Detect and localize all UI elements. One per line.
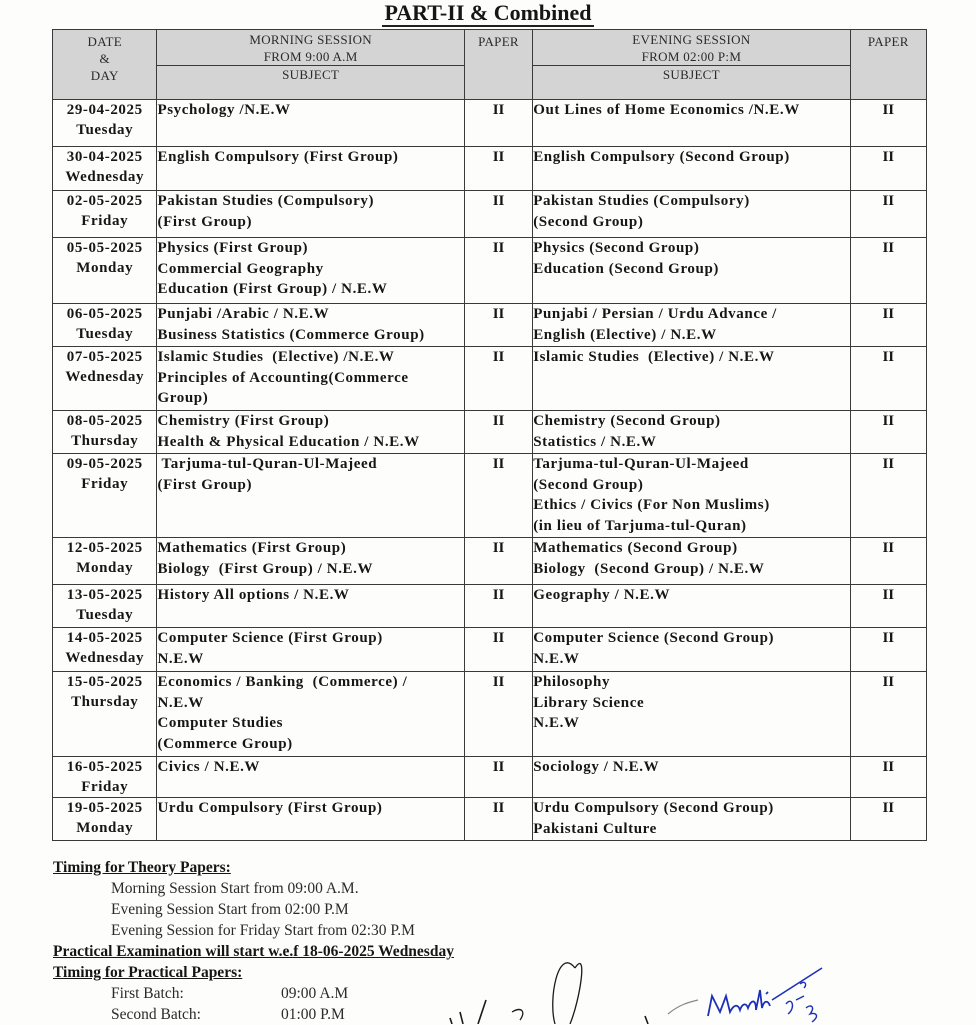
header-day: DAY [90,68,119,83]
subject-line: Civics / N.E.W [157,759,261,775]
subject-line: Biology (Second Group) / N.E.W [533,560,765,577]
schedule-row [53,538,927,585]
date-day-cell [53,304,157,347]
paper-header-evening [850,30,926,100]
morning-subject-cell [157,411,464,454]
morning-subject-cell [157,538,464,585]
paper-number: II [882,240,895,256]
paper-header-morning [464,30,532,100]
schedule-body [53,100,927,841]
subject-line: Geography / N.E.W [533,587,671,603]
evening-subject-cell [533,798,850,841]
morning-paper-cell [464,238,532,304]
subject-line: Pakistan Studies (Compulsory) [533,193,750,209]
subject-line: Education (Second Group) [533,260,720,277]
schedule-row [53,798,927,841]
evening-paper-cell [850,411,926,454]
title-text: PART-II & Combined [384,0,592,25]
exam-day: Thursday [71,694,139,710]
exam-date: 16-05-2025 [66,759,143,775]
batch-label: First Batch: [111,985,184,1002]
exam-day: Wednesday [65,650,145,666]
subject-line: N.E.W [533,715,580,731]
date-day-cell [53,672,157,757]
exam-day: Wednesday [65,369,145,385]
subject-line: Education (First Group) / N.E.W [157,281,388,297]
paper-number: II [492,456,505,472]
evening-subject-cell [533,454,850,538]
schedule-row [53,757,927,798]
paper-number: II [882,306,895,322]
exam-day: Tuesday [76,122,134,138]
evening-paper-cell [850,757,926,798]
evening-paper-cell [850,585,926,628]
evening-subject-cell [533,585,850,628]
subject-line: Sociology / N.E.W [533,759,660,775]
schedule-row [53,191,927,238]
exam-date: 06-05-2025 [66,306,143,322]
exam-date: 13-05-2025 [66,587,143,603]
page-title [0,0,976,26]
morning-subject-cell [157,304,464,347]
batch-time: 09:00 A.M [281,985,349,1002]
subject-line: Business Statistics (Commerce Group) [157,326,425,343]
evening-subject-cell [533,147,850,191]
subject-line: Urdu Compulsory (Second Group) [533,800,774,816]
morning-paper-cell [464,538,532,585]
evening-paper-cell [850,304,926,347]
exam-date: 15-05-2025 [66,674,143,690]
exam-schedule-table [52,29,927,841]
theory-timing-line: Morning Session Start from 09:00 A.M. [111,880,359,897]
paper-number: II [882,413,895,429]
date-day-cell [53,628,157,672]
exam-date: 29-04-2025 [66,102,143,118]
paper-number: II [882,759,895,775]
evening-subject-cell [533,672,850,757]
theory-timing-line: Evening Session Start from 02:00 P.M [111,901,349,918]
paper-number: II [492,759,505,775]
subject-line: (Commerce Group) [157,735,293,752]
schedule-row [53,628,927,672]
subject-line: N.E.W [157,694,204,711]
subject-line: Physics (First Group) [157,240,309,256]
morning-paper-cell [464,191,532,238]
subject-line: N.E.W [157,650,204,667]
subject-line: Islamic Studies (Elective) / N.E.W [533,349,775,365]
date-day-cell [53,585,157,628]
paper-number: II [492,149,505,165]
subject-line: N.E.W [533,650,580,667]
morning-subject-cell [157,238,464,304]
paper-number: II [492,630,505,646]
subject-line: Computer Studies [157,715,284,731]
morning-paper-cell [464,411,532,454]
exam-day: Friday [81,476,129,492]
paper-number: II [882,102,895,118]
subject-line: Psychology /N.E.W [157,102,291,118]
date-day-cell [53,538,157,585]
paper-number: II [492,674,505,690]
evening-subject-cell [533,757,850,798]
date-day-cell [53,757,157,798]
exam-date: 08-05-2025 [66,413,143,429]
subject-line: Biology (First Group) / N.E.W [157,560,374,577]
subject-line: Economics / Banking (Commerce) / [157,674,408,690]
exam-day: Monday [76,560,134,576]
paper-number: II [492,240,505,256]
morning-subject-cell [157,628,464,672]
morning-paper-cell [464,147,532,191]
paper-number: II [492,800,505,816]
evening-session-time: FROM 02:00 P:M [641,49,742,64]
paper-label: PAPER [867,34,909,49]
date-day-cell [53,411,157,454]
schedule-row [53,147,927,191]
exam-day: Tuesday [76,607,134,623]
date-day-cell [53,147,157,191]
subject-line: English Compulsory (First Group) [157,149,399,165]
theory-timing-heading: Timing for Theory Papers: [53,859,231,876]
evening-paper-cell [850,100,926,147]
morning-paper-cell [464,304,532,347]
evening-subject-cell [533,191,850,238]
evening-session-label: EVENING SESSION [632,32,751,47]
paper-number: II [882,349,895,365]
morning-paper-cell [464,757,532,798]
morning-paper-cell [464,585,532,628]
evening-paper-cell [850,347,926,411]
subject-line: (Second Group) [533,213,644,230]
subject-label: SUBJECT [662,67,720,82]
subject-line: Health & Physical Education / N.E.W [157,433,420,450]
subject-line: Commercial Geography [157,260,324,277]
paper-number: II [492,193,505,209]
batch-label: Second Batch: [111,1006,201,1023]
evening-paper-cell [850,672,926,757]
exam-date: 30-04-2025 [66,149,143,165]
subject-line: Principles of Accounting(Commerce [157,369,409,386]
subject-line: Pakistani Culture [533,820,657,837]
subject-line: (First Group) [157,476,253,493]
schedule-row [53,238,927,304]
date-day-cell [53,798,157,841]
evening-paper-cell [850,191,926,238]
morning-subject-cell [157,191,464,238]
evening-subject-header [533,66,850,100]
schedule-row [53,585,927,628]
evening-subject-cell [533,411,850,454]
exam-day: Monday [76,260,134,276]
evening-paper-cell [850,538,926,585]
morning-paper-cell [464,798,532,841]
exam-day: Wednesday [65,169,145,185]
schedule-row [53,672,927,757]
date-day-cell [53,238,157,304]
header-date: DATE [87,34,122,49]
subject-line: Punjabi /Arabic / N.E.W [157,306,330,322]
date-day-cell [53,454,157,538]
paper-number: II [882,587,895,603]
paper-number: II [492,540,505,556]
paper-number: II [882,149,895,165]
evening-paper-cell [850,798,926,841]
subject-label: SUBJECT [282,67,340,82]
exam-day: Friday [81,213,129,229]
morning-subject-cell [157,798,464,841]
schedule-row [53,454,927,538]
evening-session-header [533,30,850,66]
evening-subject-cell [533,347,850,411]
paper-number: II [492,587,505,603]
subject-line: Islamic Studies (Elective) /N.E.W [157,349,395,365]
subject-line: Library Science [533,694,645,711]
subject-line: (in lieu of Tarjuma-tul-Quran) [533,517,747,534]
morning-subject-header [157,66,464,100]
subject-line: English (Elective) / N.E.W [533,326,717,343]
evening-subject-cell [533,238,850,304]
paper-number: II [492,102,505,118]
paper-number: II [492,349,505,365]
morning-subject-cell [157,757,464,798]
morning-session-header [157,30,464,66]
subject-line: Statistics / N.E.W [533,433,657,450]
subject-line: Mathematics (First Group) [157,540,347,556]
subject-line: Out Lines of Home Economics /N.E.W [533,102,800,118]
morning-subject-cell [157,454,464,538]
morning-subject-cell [157,147,464,191]
exam-day: Monday [76,820,134,836]
exam-day: Friday [81,779,129,795]
morning-subject-cell [157,100,464,147]
subject-line: Ethics / Civics (For Non Muslims) [533,497,770,513]
subject-line: Chemistry (Second Group) [533,413,721,429]
subject-line: Computer Science (First Group) [157,630,383,646]
paper-number: II [882,456,895,472]
morning-paper-cell [464,454,532,538]
subject-line: History All options / N.E.W [157,587,350,603]
exam-date: 02-05-2025 [66,193,143,209]
timing-notes [53,857,613,1025]
morning-subject-cell [157,585,464,628]
date-day-header [53,30,157,100]
morning-subject-cell [157,672,464,757]
subject-line: Pakistan Studies (Compulsory) [157,193,375,209]
practical-start-notice: Practical Examination will start w.e.f 18-06-2025 Wednesday [53,943,454,960]
subject-line: Chemistry (First Group) [157,413,330,429]
paper-number: II [882,540,895,556]
evening-paper-cell [850,147,926,191]
batch-row [53,1004,613,1025]
exam-day: Thursday [71,433,139,449]
batch-row [53,983,613,1004]
schedule-row [53,411,927,454]
exam-date: 07-05-2025 [66,349,143,365]
practical-timing-heading: Timing for Practical Papers: [53,964,243,981]
exam-date: 12-05-2025 [66,540,143,556]
subject-line: English Compulsory (Second Group) [533,149,790,165]
morning-paper-cell [464,100,532,147]
morning-paper-cell [464,628,532,672]
evening-subject-cell [533,538,850,585]
evening-paper-cell [850,628,926,672]
exam-date: 09-05-2025 [66,456,143,472]
subject-line: Physics (Second Group) [533,240,700,256]
date-day-cell [53,100,157,147]
exam-date: 19-05-2025 [66,800,143,816]
paper-number: II [882,193,895,209]
schedule-row [53,304,927,347]
paper-number: II [882,674,895,690]
morning-subject-cell [157,347,464,411]
exam-date: 05-05-2025 [66,240,143,256]
paper-number: II [492,306,505,322]
subject-line: Tarjuma-tul-Quran-Ul-Majeed [157,456,378,472]
paper-number: II [492,413,505,429]
subject-line: Urdu Compulsory (First Group) [157,800,383,816]
exam-day: Tuesday [76,326,134,342]
paper-label: PAPER [478,34,519,49]
subject-line: Computer Science (Second Group) [533,630,775,646]
subject-line: (Second Group) [533,476,644,493]
morning-session-time: FROM 9:00 A.M [263,49,358,64]
exam-date: 14-05-2025 [66,630,143,646]
subject-line: Group) [157,390,209,406]
subject-line: Tarjuma-tul-Quran-Ul-Majeed [533,456,749,472]
theory-timing-line: Evening Session for Friday Start from 02:30 P.M [111,922,415,939]
evening-paper-cell [850,238,926,304]
date-day-cell [53,191,157,238]
morning-paper-cell [464,672,532,757]
paper-number: II [882,800,895,816]
schedule-row [53,347,927,411]
header-ampersand: & [99,51,110,66]
morning-paper-cell [464,347,532,411]
signature-blue [700,960,830,1024]
subject-line: Punjabi / Persian / Urdu Advance / [533,306,777,322]
morning-session-label: MORNING SESSION [249,32,372,47]
subject-line: Mathematics (Second Group) [533,540,738,556]
batch-time: 01:00 P.M [281,1006,345,1023]
evening-paper-cell [850,454,926,538]
paper-number: II [882,630,895,646]
evening-subject-cell [533,100,850,147]
subject-line: Philosophy [533,674,611,690]
schedule-row [53,100,927,147]
subject-line: (First Group) [157,213,253,230]
evening-subject-cell [533,628,850,672]
evening-subject-cell [533,304,850,347]
date-day-cell [53,347,157,411]
